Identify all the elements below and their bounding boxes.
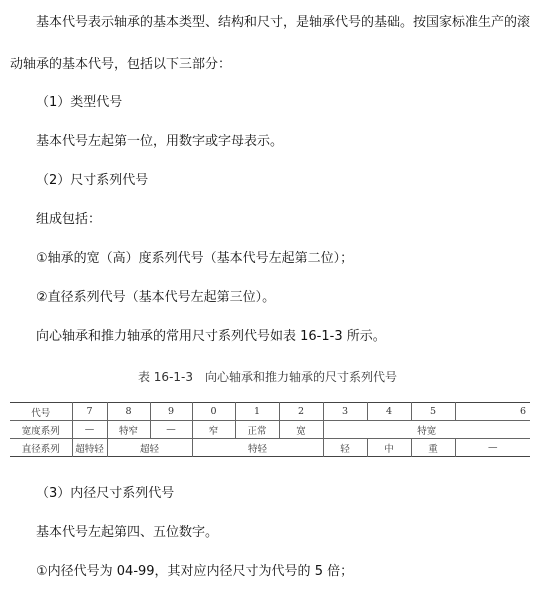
- table-cell: —: [72, 421, 107, 439]
- paragraph-bore-size-code: 基本代号左起第四、五位数字。: [36, 525, 219, 540]
- table-cell: —: [455, 439, 530, 457]
- table-header-cell: 6: [455, 403, 530, 421]
- table-header-cell: 8: [107, 403, 150, 421]
- table-header-cell: 代号: [10, 403, 72, 421]
- table-row-diameter-series: [10, 439, 530, 457]
- table-header-cell: 0: [192, 403, 235, 421]
- list-item-diameter-series: ②直径系列代号（基本代号左起第三位）。: [36, 290, 276, 305]
- table-header-cell: 9: [150, 403, 192, 421]
- paragraph-intro-line1: 基本代号表示轴承的基本类型、结构和尺寸，是轴承代号的基础。按国家标准生产的滚: [36, 15, 531, 30]
- table-cell: 特轻: [192, 439, 323, 457]
- paragraph-table-reference: 向心轴承和推力轴承的常用尺寸系列代号如表 16-1-3 所示。: [36, 329, 386, 344]
- heading-size-series-code: （2）尺寸系列代号: [36, 173, 149, 188]
- size-series-table: [10, 402, 530, 457]
- table-cell: 宽: [279, 421, 323, 439]
- table-row-label: 宽度系列: [10, 421, 72, 439]
- paragraph-type-code: 基本代号左起第一位，用数字或字母表示。: [36, 134, 284, 149]
- list-item-width-series: ①轴承的宽（高）度系列代号（基本代号左起第二位）；: [36, 251, 354, 266]
- table-header-cell: 2: [279, 403, 323, 421]
- table-cell: 超特轻: [72, 439, 107, 457]
- table-caption: 表 16-1-3 向心轴承和推力轴承的尺寸系列代号: [137, 370, 397, 384]
- table-header-cell: 5: [411, 403, 455, 421]
- table-cell: 正常: [235, 421, 279, 439]
- table-cell: 超轻: [107, 439, 192, 457]
- table-cell: 窄: [192, 421, 235, 439]
- list-item-bore-code-rule: ①内径代号为 04-99，其对应内径尺寸为代号的 5 倍；: [36, 564, 354, 579]
- table-cell: 轻: [323, 439, 367, 457]
- table-header-cell: 7: [72, 403, 107, 421]
- table-cell: 重: [411, 439, 455, 457]
- heading-type-code: （1）类型代号: [36, 95, 123, 110]
- table-cell: —: [150, 421, 192, 439]
- table-cell: 中: [367, 439, 411, 457]
- table-header-row: [10, 403, 530, 421]
- table-header-cell: 3: [323, 403, 367, 421]
- table-row-label: 直径系列: [21, 443, 60, 455]
- table-cell: 特窄: [107, 421, 150, 439]
- table-row-width-series: [10, 421, 530, 439]
- table-cell: 特宽: [323, 421, 530, 439]
- heading-bore-size-code: （3）内径尺寸系列代号: [36, 486, 175, 501]
- table-header-cell: 4: [367, 403, 411, 421]
- paragraph-intro-line2: 动轴承的基本代号，包括以下三部分：: [10, 57, 232, 72]
- paragraph-composition: 组成包括：: [36, 212, 102, 227]
- table-header-cell: 1: [235, 403, 279, 421]
